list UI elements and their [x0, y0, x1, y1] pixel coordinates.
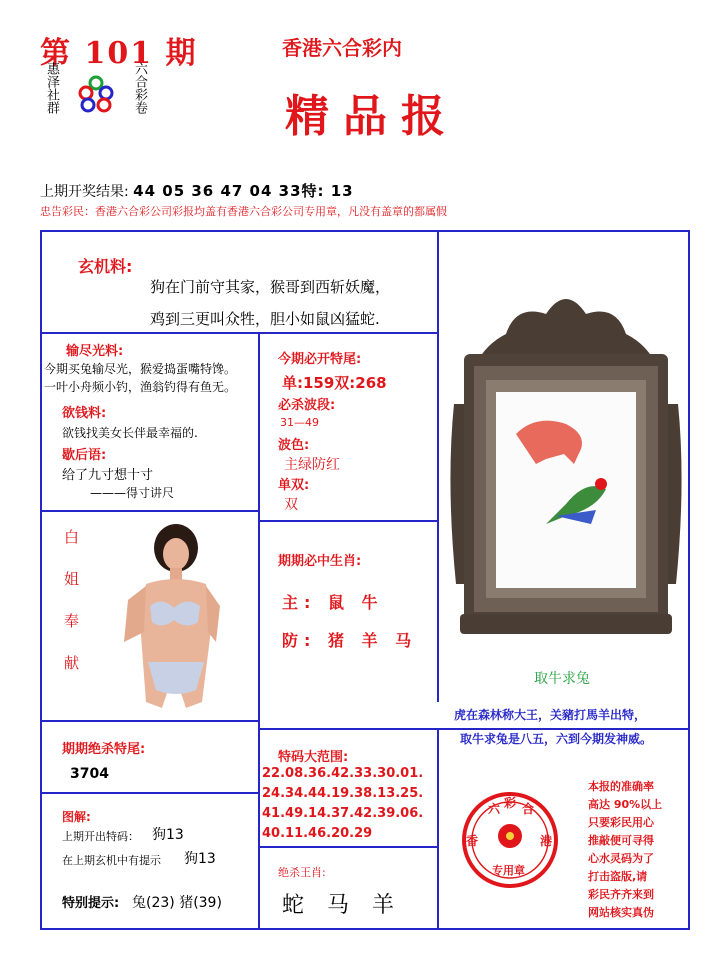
- ornate-frame-picture: [446, 284, 686, 644]
- bijie-char-4: 献: [64, 654, 80, 672]
- seal-char-4: 香: [466, 834, 479, 848]
- shengxiao-fang-label: 防:: [282, 631, 317, 650]
- woman-photo: [116, 522, 226, 712]
- tema-label: 特码大范围:: [278, 750, 349, 765]
- shawang-label: 绝杀王肖:: [278, 866, 326, 879]
- seal-char-6: 专用章: [492, 864, 525, 877]
- bosha-label: 必杀波段:: [278, 398, 336, 413]
- bose-label: 波色:: [278, 438, 310, 453]
- last-results-numbers: 44 05 36 47 04 33特: 13: [133, 182, 354, 200]
- shengxiao-label: 期期必中生肖:: [278, 554, 362, 569]
- tebie-value: 兔(23) 猪(39): [132, 895, 222, 911]
- danshuang-label: 单双:: [278, 478, 310, 493]
- seal-char-3: 合: [522, 802, 535, 816]
- juesha-value: 3704: [70, 766, 109, 782]
- shengxiao-main-label: 主:: [282, 593, 317, 612]
- issue-label: 第 101 期: [40, 36, 198, 71]
- tujie-line-1-value: 狗13: [152, 827, 184, 843]
- tewei-label: 今期必开特尾:: [278, 352, 362, 367]
- last-results-label: 上期开奖结果:: [40, 184, 129, 200]
- yuqian-label: 欲钱料:: [62, 406, 107, 421]
- tema-row-2: 24.34.44.19.38.13.25.: [262, 786, 424, 801]
- accuracy-line-4: 推敲便可寻得: [588, 834, 654, 847]
- header-title: 香港六合彩内: [282, 36, 402, 60]
- shujin-label: 输尽光料:: [66, 344, 124, 359]
- shengxiao-fang-value: 猪 羊 马: [327, 631, 418, 650]
- tebie-label: 特别提示:: [62, 896, 120, 911]
- bijie-char-2: 姐: [64, 570, 80, 588]
- last-results: [40, 180, 354, 201]
- seal-char-1: 六: [488, 802, 501, 816]
- yuqian-line-1: 欲钱找美女长伴最幸福的.: [62, 426, 198, 440]
- warning-text: 忠告彩民：香港六合彩公司彩报均盖有香港六合彩公司专用章，凡没有盖章的都属假: [40, 205, 447, 218]
- shengxiao-fang: [282, 628, 417, 651]
- accuracy-line-2: 高达 90%以上: [588, 798, 663, 811]
- vertical-text-right: 六合彩卷: [132, 62, 147, 114]
- tema-row-1: 22.08.36.42.33.30.01.: [262, 766, 424, 781]
- accuracy-line-6: 打击盗版,请: [588, 870, 648, 883]
- seal-char-2: 彩: [504, 796, 517, 810]
- picture-poem-1: 虎在森林称大王，关豬打馬羊出特，: [454, 708, 647, 722]
- bose-value: 主绿防红: [284, 457, 340, 473]
- shengxiao-main-value: 鼠 牛: [327, 593, 384, 612]
- bosha-value: 31—49: [280, 416, 319, 429]
- danshuang-value: 双: [284, 497, 298, 513]
- tema-row-3: 41.49.14.37.42.39.06.: [262, 806, 424, 821]
- official-seal: [460, 790, 560, 890]
- bijie-char-3: 奉: [64, 612, 80, 630]
- bijie-char-1: 白: [64, 528, 80, 546]
- shujin-line-2: 一叶小舟频小钓，渔翁钓得有鱼无。: [44, 380, 237, 394]
- xuanji-line-1: 狗在门前守其家，猴哥到西斩妖魔，: [150, 278, 391, 296]
- tujie-label: 图解:: [62, 810, 91, 824]
- seal-char-5: 港: [540, 834, 553, 848]
- xuanji-label: 玄机料:: [78, 257, 133, 276]
- shujin-line-1: 今期买兔输尽光，猴爱捣蛋嘴特馋。: [44, 362, 237, 376]
- tujie-line-2-label: 在上期玄机中有提示: [62, 854, 161, 867]
- xiehou-line-2: ———得寸讲尺: [90, 486, 175, 500]
- header-big-title: 精品报: [285, 91, 459, 142]
- lottery-logo-icon: [76, 76, 116, 112]
- tema-row-4: 40.11.46.20.29: [262, 826, 373, 841]
- tujie-line-2-value: 狗13: [184, 851, 216, 867]
- xiehou-line-1: 给了九寸想十寸: [62, 468, 154, 483]
- accuracy-line-5: 心水灵码为了: [588, 852, 654, 865]
- shawang-value: 蛇 马 羊: [282, 893, 402, 918]
- tewei-dan-shuang: 单:159双:268: [282, 374, 387, 392]
- picture-poem-2: 取牛求兔是八五，六到今期发神威。: [460, 732, 653, 746]
- accuracy-text: [588, 778, 684, 922]
- accuracy-line-3: 只要彩民用心: [588, 816, 654, 829]
- vertical-text-left: 惠泽社群: [44, 62, 59, 114]
- shengxiao-main: [282, 590, 384, 613]
- picture-caption: 取牛求兔: [534, 671, 590, 687]
- juesha-label: 期期绝杀特尾:: [62, 742, 146, 757]
- xiehou-label: 歇后语:: [62, 448, 107, 463]
- tujie-line-1-label: 上期开出特码：: [62, 830, 139, 843]
- xuanji-line-2: 鸡到三更叫众牲，胆小如鼠凶猛蛇.: [150, 310, 380, 328]
- accuracy-line-1: 本报的准确率: [588, 780, 654, 793]
- accuracy-line-8: 网站核实真伪: [588, 906, 654, 919]
- accuracy-line-7: 彩民齐齐来到: [588, 888, 654, 901]
